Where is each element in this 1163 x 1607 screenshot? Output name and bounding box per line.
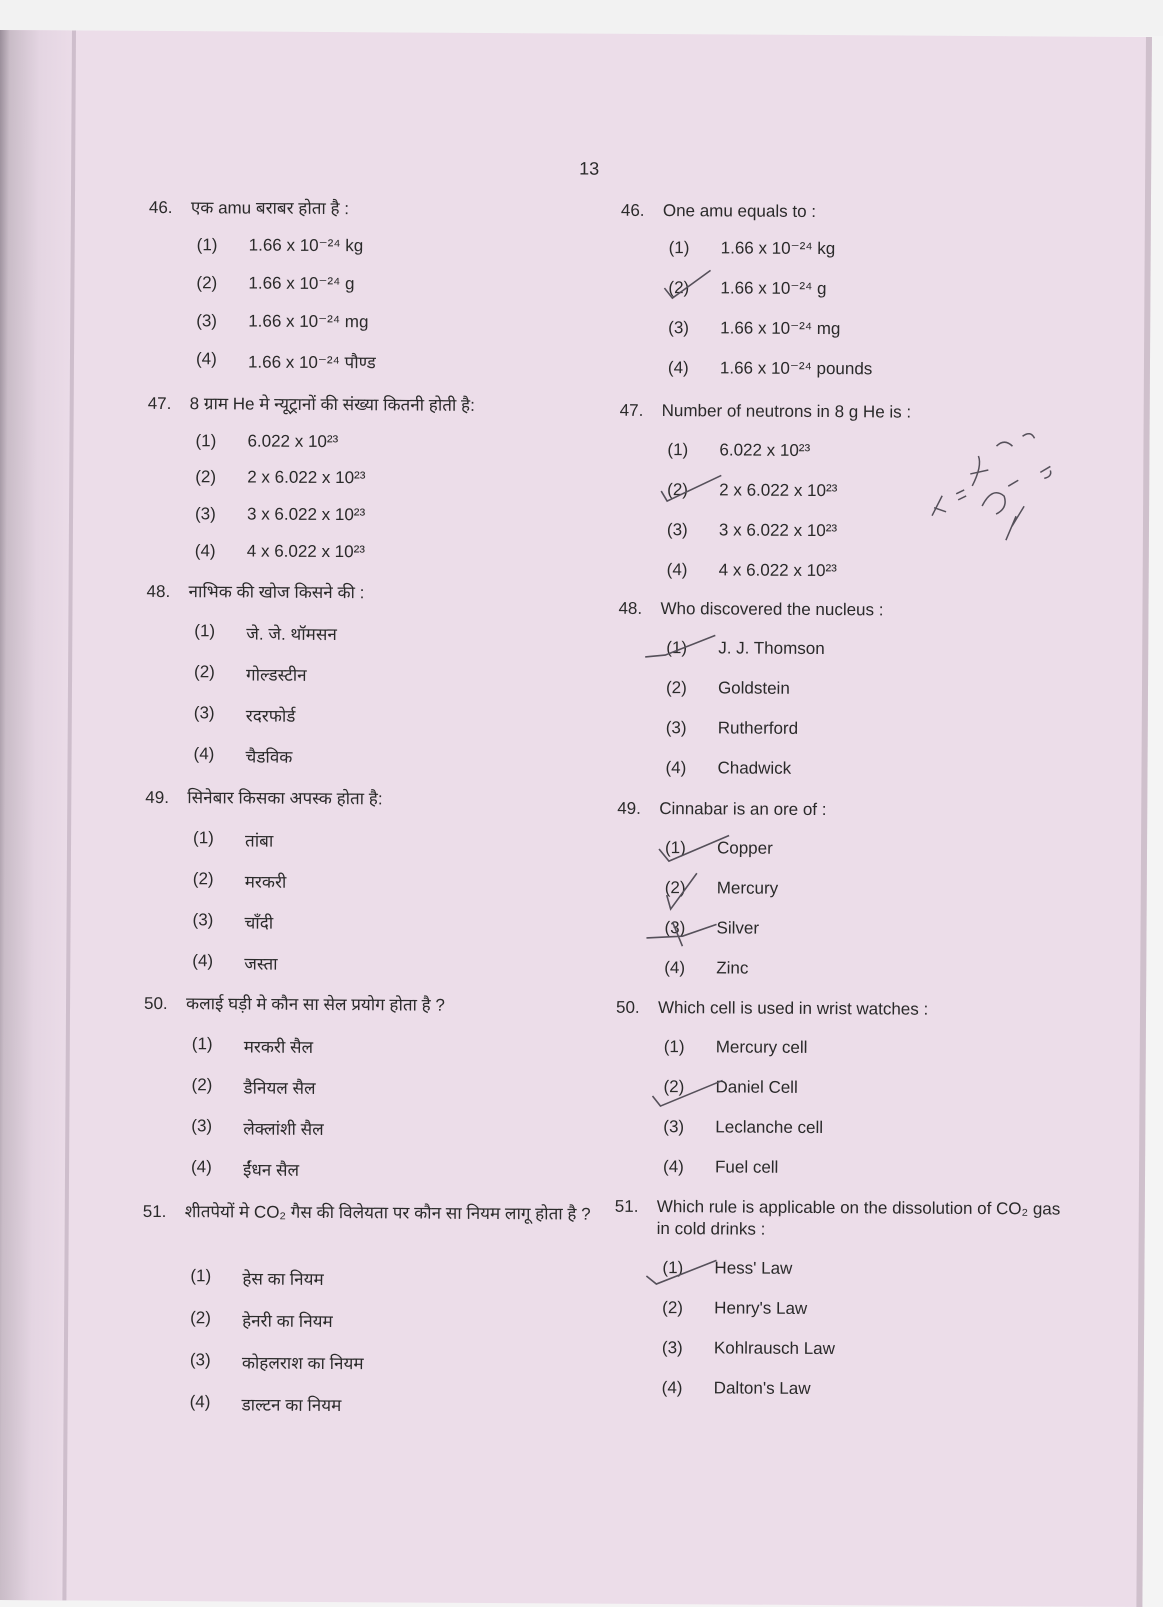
question-number: 48. [618,598,643,618]
question-49-hindi [145,787,595,974]
pencil-cross-q49-3 [642,914,722,954]
option-4: (4) Chadwick [665,758,792,778]
option-1: (1) 1.66 x 10⁻²⁴ kg [196,235,364,256]
option-4: (4) Zinc [664,958,749,978]
option-1: (1) हेस का नियम [190,1266,324,1290]
option-3: (3) 1.66 x 10⁻²⁴ mg [196,311,369,332]
option-2: (2) गोल्डस्टीन [194,662,307,685]
hindi-column [142,197,599,1416]
option-3: (3) रदरफोर्ड [193,703,296,726]
question-text: Cinnabar is an ore of : [659,799,827,820]
option-2: (2) 2 x 6.022 x 10²³ [667,480,838,501]
option-3: (3) Kohlrausch Law [661,1338,835,1359]
option-3: (3) चाँदी [192,910,274,933]
option-4: (4) Fuel cell [663,1157,779,1177]
option-3: (3) Leclanche cell [663,1117,824,1138]
option-1: (1) तांबा [193,828,274,851]
pencil-scribble-calculation [912,416,1063,557]
pencil-tick-q49-2 [663,869,703,919]
question-text: Number of neutrons in 8 g He is : [661,401,912,422]
question-text: 8 ग्राम He मे न्यूट्रानों की संख्या कितनी होती है: [189,394,475,415]
option-2: (2) मरकरी [192,869,287,892]
option-2: (2) 1.66 x 10⁻²⁴ g [196,273,355,294]
question-48-hindi [146,581,597,767]
question-46-hindi [148,197,599,373]
pencil-tick-q49-1 [655,831,735,871]
option-3: (3) 3 x 6.022 x 10²³ [194,504,366,525]
option-1: (1) 1.66 x 10⁻²⁴ kg [668,238,836,259]
option-4: (4) Dalton's Law [661,1378,811,1398]
question-text: Which rule is applicable on the dissolution of CO₂ gas in cold drinks : [656,1197,1061,1239]
question-number: 50. [143,993,168,1014]
option-1: (1) J. J. Thomson [666,638,825,659]
question-number: 50. [615,997,640,1017]
question-number: 46. [620,200,645,220]
question-51-hindi [142,1201,593,1416]
pencil-tick-q50 [648,1074,728,1114]
question-text: Which cell is used in wrist watches : [657,998,929,1019]
option-2: (2) 1.66 x 10⁻²⁴ g [668,278,827,299]
option-4: (4) चैडविक [193,744,293,767]
option-3: (3) Silver [664,918,760,938]
option-3: (3) 1.66 x 10⁻²⁴ mg [668,318,841,339]
option-4: (4) ईंधन सैल [191,1157,300,1180]
question-number: 48. [146,581,171,602]
option-1: (1) Mercury cell [663,1037,808,1057]
question-49-english [617,798,1067,978]
option-2: (2) डैनियल सैल [191,1075,316,1098]
option-4: (4) 1.66 x 10⁻²⁴ pounds [667,358,873,379]
option-3: (3) Rutherford [665,718,799,738]
question-number: 51. [614,1196,639,1216]
question-50-english [615,997,1066,1177]
option-1: (1) Hess' Law [662,1258,793,1278]
question-text: सिनेबार किसका अपस्क होता है: [187,788,383,809]
question-text: One amu equals to : [662,201,817,221]
option-1: (1) 6.022 x 10²³ [195,431,339,452]
page-edge [1136,37,1152,1607]
question-number: 47. [619,400,644,420]
option-2: (2) Daniel Cell [663,1077,798,1097]
question-text: नाभिक की खोज किसने की : [188,582,365,603]
option-2: (2) Goldstein [665,678,790,698]
pencil-tick-q51 [642,1254,722,1294]
exam-page [0,30,1152,1607]
option-3: (3) लेक्लांशी सैल [191,1116,324,1139]
question-50-hindi [143,993,594,1180]
option-3: (3) 3 x 6.022 x 10²³ [666,520,838,541]
option-4: (4) जस्ता [192,951,278,974]
option-1: (1) मरकरी सैल [191,1034,314,1057]
question-46-english [620,200,1071,379]
pencil-tick-q48 [641,629,721,669]
pencil-tick-q47 [657,469,727,509]
question-number: 51. [142,1201,167,1222]
option-1: (1) Copper [664,838,773,858]
option-4: (4) 4 x 6.022 x 10²³ [666,560,837,581]
question-number: 46. [148,197,173,218]
question-number: 49. [145,787,170,808]
option-3: (3) कोहलराश का नियम [189,1350,364,1374]
pencil-tick-q46 [660,266,720,306]
option-4: (4) 1.66 x 10⁻²⁴ पौण्ड [195,349,376,373]
option-2: (2) हेनरी का नियम [190,1308,333,1332]
question-48-english [618,598,1068,778]
question-51-english [614,1196,1065,1398]
question-text: Who discovered the nucleus : [660,599,884,620]
question-text: एक amu बराबर होता है : [190,198,350,219]
option-2: (2) 2 x 6.022 x 10²³ [195,467,366,488]
option-1: (1) 6.022 x 10²³ [667,440,811,460]
question-text: कलाई घड़ी मे कौन सा सेल प्रयोग होता है ? [185,994,445,1015]
question-text: शीतपेयों मे CO₂ गैस की विलेयता पर कौन सा नियम लागू होता है ? [184,1202,591,1224]
page-number: 13 [579,158,600,179]
question-47-hindi [147,393,598,562]
option-4: (4) 4 x 6.022 x 10²³ [194,541,366,562]
option-1: (1) जे. जे. थॉमसन [194,621,337,645]
option-2: (2) Mercury [664,878,779,898]
english-column [614,200,1071,1398]
question-number: 49. [617,798,641,818]
question-number: 47. [147,393,172,414]
option-4: (4) डाल्टन का नियम [189,1392,342,1416]
option-2: (2) Henry's Law [662,1298,808,1318]
